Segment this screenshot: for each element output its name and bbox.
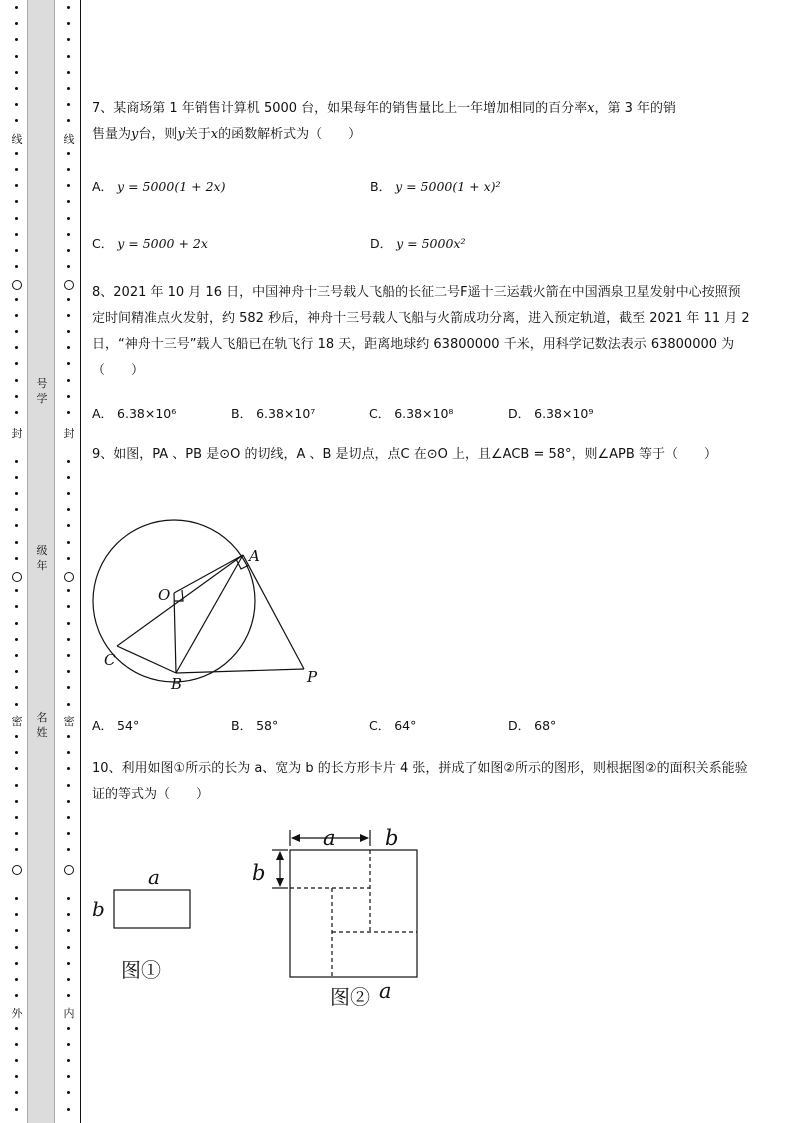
binding-dot <box>15 946 18 949</box>
arrowhead-left <box>291 834 300 842</box>
binding-dot <box>15 1043 18 1046</box>
binding-mark: 外 <box>9 1008 25 1020</box>
binding-dot <box>67 557 70 560</box>
binding-ring <box>64 280 74 290</box>
binding-dot <box>67 994 70 997</box>
binding-dot <box>67 22 70 25</box>
margin-rule <box>80 0 81 1123</box>
binding-dot <box>67 411 70 414</box>
binding-dot <box>67 460 70 463</box>
binding-dot <box>15 38 18 41</box>
question-8-option-c[interactable]: C． 6.38×10⁸ <box>369 406 454 421</box>
binding-dot <box>15 22 18 25</box>
question-8-option-d[interactable]: D． 6.38×10⁹ <box>508 406 594 421</box>
binding-dot <box>67 71 70 74</box>
label-p: P <box>307 668 318 686</box>
chord-ab <box>176 555 243 673</box>
binding-dot <box>15 55 18 58</box>
binding-ring <box>64 572 74 582</box>
binding-dot <box>15 622 18 625</box>
binding-dot <box>15 1075 18 1078</box>
fig2-label-a-top: a <box>323 826 336 850</box>
binding-dot <box>15 476 18 479</box>
binding-dot <box>67 751 70 754</box>
binding-dot <box>67 848 70 851</box>
binding-mark: 封 <box>9 428 25 440</box>
fig1-label-a: a <box>148 865 160 889</box>
question-10-figure-1 <box>88 862 208 987</box>
question-10-stem: 10、利用如图①所示的长为 a、宽为 b 的长方形卡片 4 张，拼成了如图②所示的图形，则根据图②的面积关系能验证的等式为（ ） <box>92 761 748 802</box>
right-angle-mark-a <box>236 559 249 569</box>
binding-dot <box>15 314 18 317</box>
binding-dot <box>67 298 70 301</box>
binding-dot <box>15 152 18 155</box>
binding-dot <box>67 638 70 641</box>
binding-dot <box>15 217 18 220</box>
question-7-option-c[interactable]: C． y = 5000 + 2x <box>92 236 208 251</box>
binding-dot <box>15 751 18 754</box>
radius-ob <box>174 593 176 673</box>
binding-dot <box>67 605 70 608</box>
binding-dot <box>67 784 70 787</box>
question-9-option-b[interactable]: B． 58° <box>231 718 279 733</box>
binding-dot <box>67 946 70 949</box>
binding-dot <box>15 265 18 268</box>
question-9-option-d[interactable]: D． 68° <box>508 718 557 733</box>
binding-dot <box>15 233 18 236</box>
binding-dot <box>15 298 18 301</box>
binding-dot <box>15 200 18 203</box>
question-10 <box>92 756 752 808</box>
binding-dot <box>15 816 18 819</box>
binding-dot <box>15 87 18 90</box>
binding-ring <box>12 865 22 875</box>
binding-dot <box>15 557 18 560</box>
binding-dot <box>67 962 70 965</box>
binding-dot <box>15 978 18 981</box>
binding-dot <box>67 152 70 155</box>
binding-dot <box>67 897 70 900</box>
binding-dot <box>15 703 18 706</box>
outer-dotted-line <box>12 0 22 1123</box>
binding-dot <box>15 492 18 495</box>
tangent-pa <box>243 555 304 669</box>
binding-dot <box>67 978 70 981</box>
question-8-option-a[interactable]: A． 6.38×10⁶ <box>92 406 177 421</box>
binding-dot <box>15 897 18 900</box>
question-9-option-c[interactable]: C． 64° <box>369 718 417 733</box>
label-c: C <box>104 651 116 669</box>
binding-dot <box>67 492 70 495</box>
binding-dot <box>15 541 18 544</box>
field-name: 名姓 <box>36 711 48 739</box>
binding-dot <box>15 1027 18 1030</box>
binding-dot <box>15 929 18 932</box>
binding-dot <box>67 1108 70 1111</box>
binding-dot <box>15 379 18 382</box>
arrowhead-right <box>360 834 369 842</box>
binding-dot <box>67 541 70 544</box>
binding-dot <box>67 55 70 58</box>
question-9-figure <box>88 505 338 700</box>
binding-dot <box>67 913 70 916</box>
binding-dot <box>15 589 18 592</box>
binding-dot <box>15 395 18 398</box>
binding-dot <box>67 800 70 803</box>
binding-dot <box>15 735 18 738</box>
binding-dot <box>15 119 18 122</box>
fig2-label-b-left: b <box>252 861 266 885</box>
question-8-stem: 8、2021 年 10 月 16 日，中国神舟十三号载人飞船的长征二号F遥十三运载火箭在中国酒泉卫星发射中心按照预定时间精准点火发射，约 582 秒后，神舟十三号载人飞船与火箭成功分离，进入预定轨道，截至 2021 年 11 月 2 日，“神舟十三号”载人飞船已在轨飞行 18 天，距离地球约 63800000 千米，用科学记数法表示 63800000 为（ ） <box>92 285 750 378</box>
binding-dot <box>67 233 70 236</box>
binding-dot <box>15 784 18 787</box>
binding-ring <box>12 280 22 290</box>
question-9-stem: 9、如图，PA 、PB 是⊙O 的切线，A 、B 是切点，点C 在⊙O 上，且∠ACB = 58°，则∠APB 等于（ ） <box>92 447 717 462</box>
question-7 <box>92 96 752 148</box>
binding-mark: 线 <box>9 134 25 146</box>
binding-dot <box>67 346 70 349</box>
label-o: O <box>158 586 171 604</box>
binding-dot <box>15 962 18 965</box>
binding-margin <box>0 0 84 1123</box>
arrowhead-down <box>276 878 284 887</box>
binding-dot <box>67 330 70 333</box>
binding-dot <box>67 379 70 382</box>
fig1-caption: 图① <box>121 958 161 982</box>
binding-dot <box>67 703 70 706</box>
binding-dot <box>15 1059 18 1062</box>
outer-square <box>290 850 417 977</box>
binding-dot <box>15 249 18 252</box>
binding-mark: 线 <box>61 134 77 146</box>
binding-dot <box>67 1043 70 1046</box>
fig2-caption: 图② <box>330 985 370 1009</box>
binding-dot <box>67 1059 70 1062</box>
binding-dot <box>67 265 70 268</box>
binding-dot <box>67 622 70 625</box>
binding-dot <box>15 460 18 463</box>
binding-dot <box>67 38 70 41</box>
binding-dot <box>15 508 18 511</box>
binding-dot <box>15 103 18 106</box>
binding-dot <box>15 832 18 835</box>
binding-dot <box>15 800 18 803</box>
question-9 <box>92 442 752 468</box>
binding-dot <box>67 168 70 171</box>
binding-dot <box>67 832 70 835</box>
question-7-option-b[interactable]: B． y = 5000(1 + x)² <box>370 179 501 194</box>
binding-dot <box>67 767 70 770</box>
binding-dot <box>67 249 70 252</box>
binding-dot <box>15 168 18 171</box>
binding-dot <box>15 686 18 689</box>
binding-mark: 密 <box>9 716 25 728</box>
binding-mark: 密 <box>61 716 77 728</box>
question-8-option-b[interactable]: B． 6.38×10⁷ <box>231 406 316 421</box>
binding-dot <box>15 605 18 608</box>
binding-dot <box>67 816 70 819</box>
binding-dot <box>15 71 18 74</box>
binding-dot <box>67 184 70 187</box>
binding-dot <box>15 1091 18 1094</box>
field-class: 级年 <box>36 544 48 572</box>
binding-dot <box>67 119 70 122</box>
chord-cb <box>117 646 176 673</box>
binding-dot <box>67 1091 70 1094</box>
binding-dot <box>15 670 18 673</box>
fig2-label-b-top: b <box>385 826 399 850</box>
binding-dot <box>67 200 70 203</box>
binding-dot <box>67 476 70 479</box>
binding-dot <box>67 1075 70 1078</box>
binding-dot <box>67 87 70 90</box>
binding-dot <box>15 767 18 770</box>
binding-dot <box>67 395 70 398</box>
field-student-number: 号学 <box>36 377 48 405</box>
binding-dot <box>15 1108 18 1111</box>
inner-dotted-line <box>64 0 74 1123</box>
binding-dot <box>15 524 18 527</box>
question-8 <box>92 280 752 384</box>
binding-ring <box>12 572 22 582</box>
binding-dot <box>67 1027 70 1030</box>
binding-dot <box>15 346 18 349</box>
binding-mark: 封 <box>61 428 77 440</box>
binding-dot <box>67 929 70 932</box>
question-9-option-a[interactable]: A． 54° <box>92 718 140 733</box>
binding-dot <box>67 103 70 106</box>
binding-dot <box>15 330 18 333</box>
binding-dot <box>67 735 70 738</box>
fig1-label-b: b <box>92 897 105 921</box>
label-b: B <box>171 675 183 693</box>
question-7-option-d[interactable]: D． y = 5000x² <box>370 236 466 251</box>
binding-dot <box>15 6 18 9</box>
binding-dot <box>67 362 70 365</box>
binding-dot <box>15 184 18 187</box>
binding-dot <box>15 411 18 414</box>
question-10-figure-2 <box>248 820 438 1015</box>
binding-dot <box>67 589 70 592</box>
binding-dot <box>67 217 70 220</box>
binding-dot <box>67 654 70 657</box>
tangent-pb <box>176 669 304 673</box>
binding-dot <box>15 848 18 851</box>
binding-dot <box>67 6 70 9</box>
binding-ring <box>64 865 74 875</box>
binding-dot <box>67 508 70 511</box>
binding-dot <box>67 686 70 689</box>
binding-dot <box>67 670 70 673</box>
binding-dot <box>15 913 18 916</box>
fig2-label-a-bottom: a <box>379 979 392 1003</box>
binding-dot <box>67 314 70 317</box>
binding-dot <box>15 362 18 365</box>
question-7-option-a[interactable]: A． y = 5000(1 + 2x) <box>92 179 226 194</box>
binding-mark: 内 <box>61 1008 77 1020</box>
card-rectangle <box>114 890 190 928</box>
binding-dot <box>15 654 18 657</box>
binding-dot <box>15 638 18 641</box>
label-a: A <box>249 547 260 565</box>
question-7-stem: 7、某商场第 1 年销售计算机 5000 台，如果每年的销售量比上一年增加相同的百分率x，第 3 年的销 售量为y台，则y关于x的函数解析式为（ ） <box>92 101 677 142</box>
binding-dot <box>15 994 18 997</box>
binding-dot <box>67 524 70 527</box>
arrowhead-up <box>276 851 284 860</box>
